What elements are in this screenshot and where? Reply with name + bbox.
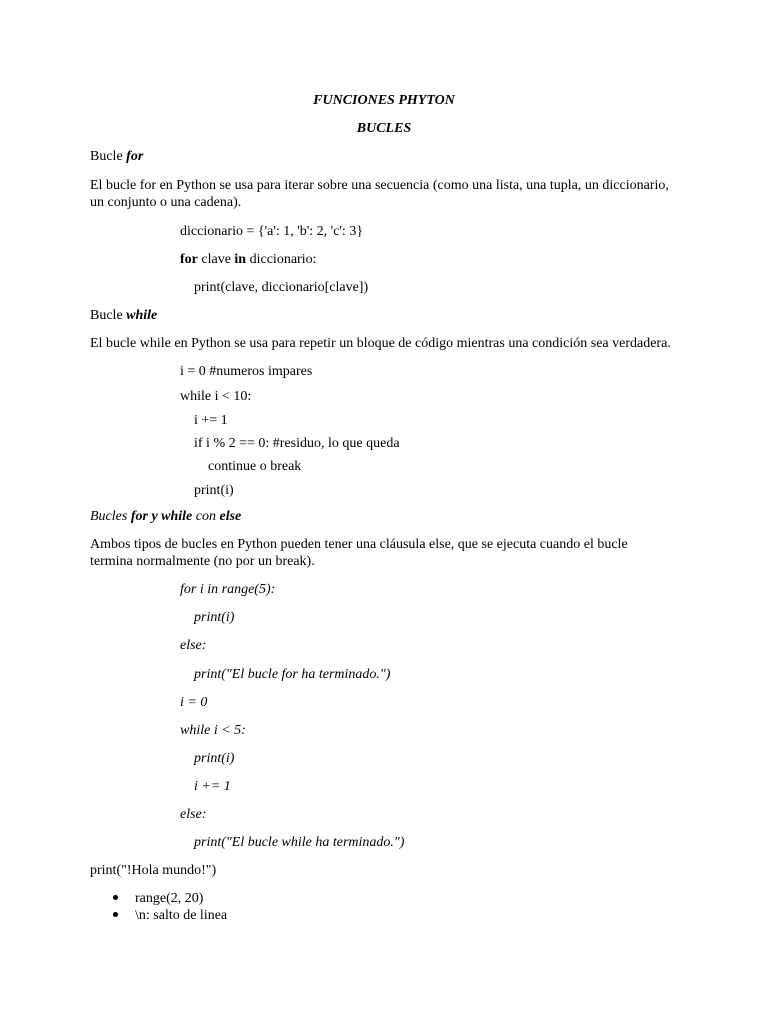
else-code-line-3: else: [180,638,207,653]
else-code-line-8: i += 1 [194,779,231,794]
else-code-line-10: print("El bucle while ha terminado.") [194,835,405,850]
while-code-line-1: i = 0 #numeros impares [180,364,313,379]
while-heading-keyword: while [126,308,158,323]
for-heading-keyword: for [126,149,144,164]
for-code-line-1: diccionario = {'a': 1, 'b': 2, 'c': 3} [180,224,364,239]
while-heading [90,307,157,324]
while-heading-prefix: Bucle [90,308,127,323]
else-code-line-6: while i < 5: [180,723,246,738]
else-code-line-9: else: [180,807,207,822]
for-description: El bucle for en Python se usa para iterar sobre una secuencia (como una lista, una tupla, un diccionario, un conjunto o una cadena). [90,178,669,210]
bullet-item-2: \n: salto de linea [135,908,228,923]
while-description: El bucle while en Python se usa para repetir un bloque de código mientras una condición sea verdadera. [90,336,671,351]
for-heading [90,148,143,165]
bullet-dot-icon [113,912,118,917]
for-code-line-2 [180,251,316,268]
while-code-line-6: print(i) [194,483,234,498]
document-subtitle: BUCLES [356,121,412,136]
else-code-line-2: print(i) [194,610,235,625]
for-code-mid: clave [197,252,235,267]
for-keyword: for [180,252,198,267]
else-code-line-5: i = 0 [180,695,208,710]
while-code-line-4: if i % 2 == 0: #residuo, lo que queda [194,436,400,451]
else-code-line-1: for i in range(5): [180,582,276,597]
else-heading-part-3: con [192,509,220,524]
else-code-line-4: print("El bucle for ha terminado.") [194,667,391,682]
while-code-line-5: continue o break [208,459,302,474]
while-code-line-3: i += 1 [194,413,228,428]
else-description: Ambos tipos de bucles en Python pueden tener una cláusula else, que se ejecuta cuando el bucle termina normalmente (no por un break). [90,537,628,569]
document-title: FUNCIONES PHYTON [313,93,455,108]
else-heading-part-1: Bucles [90,509,131,524]
while-code-line-2: while i < 10: [180,389,252,404]
else-heading-part-4: else [219,509,242,524]
hello-world-line: print("!Hola mundo!") [90,863,217,878]
else-code-line-7: print(i) [194,751,235,766]
else-heading-part-2: for y while [130,509,193,524]
in-keyword: in [234,252,247,267]
bullet-item-1: range(2, 20) [135,891,204,906]
for-code-end: diccionario: [246,252,317,267]
for-heading-prefix: Bucle [90,149,127,164]
else-heading [90,508,241,525]
bullet-dot-icon [113,895,118,900]
for-code-line-3: print(clave, diccionario[clave]) [194,280,369,295]
